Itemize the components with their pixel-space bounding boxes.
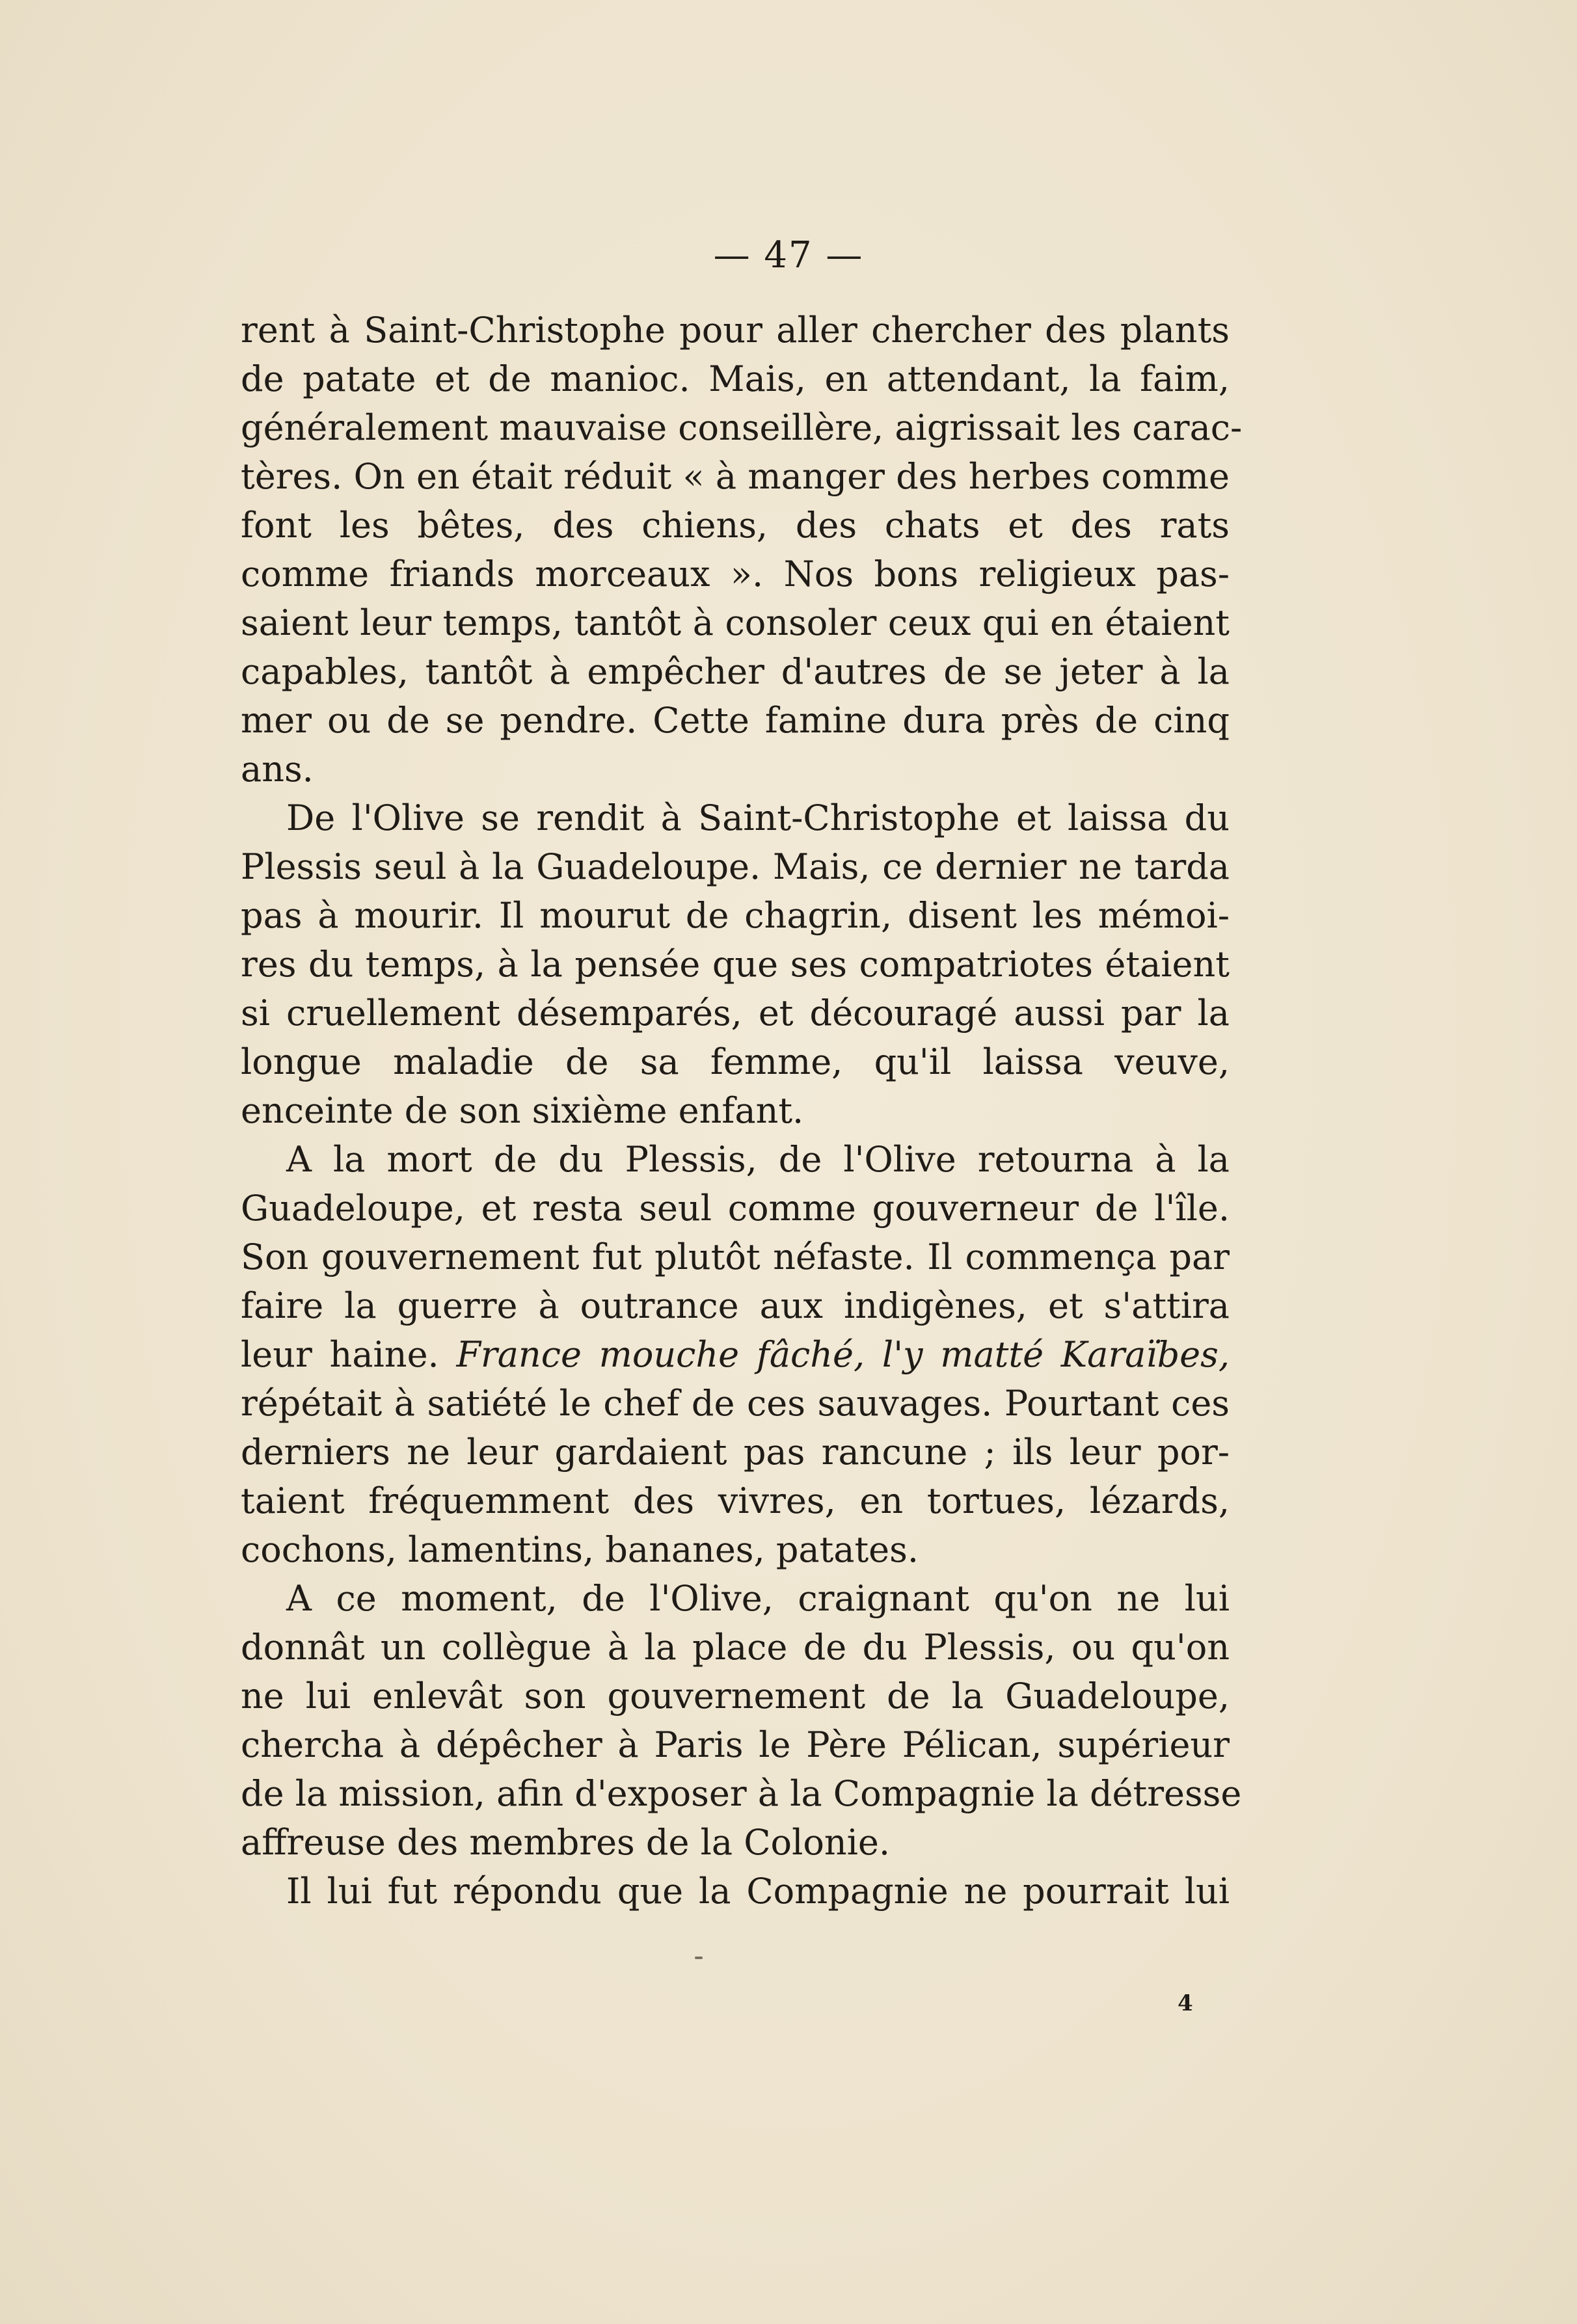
italic-quote: France mouche fâché, l'y matté Karaïbes, [456,1334,1230,1375]
text-line-content: capables, tantôt à empêcher d'autres de se jeter à la [241,651,1230,692]
text-line [241,1476,1230,1525]
text-line-content: ans. [241,749,314,790]
text-line-content: leur haine. [241,1334,439,1375]
text-line [241,1818,1230,1867]
text-line [241,354,1230,403]
text-line [241,1867,1230,1916]
text-line [241,1428,1230,1476]
text-line [241,794,1230,842]
text-line [241,891,1230,940]
text-line-content: longue maladie de sa femme, qu'il laissa veuve, [241,1041,1230,1082]
text-line-content: derniers ne leur gardaient pas rancune ; ils leur por- [241,1432,1230,1473]
text-line [241,1574,1230,1623]
text-line [241,647,1230,696]
text-line [241,1086,1230,1135]
signature-mark: 4 [1178,1990,1193,2016]
text-line-content: donnât un collègue à la place de du Plessis, ou qu'on [241,1627,1230,1668]
text-line [241,989,1230,1037]
text-line-content: De l'Olive se rendit à Saint-Christophe et laissa du [286,797,1230,838]
text-line-content: ne lui enlevât son gouvernement de la Guadeloupe, [241,1676,1230,1716]
text-line [241,452,1230,501]
text-line [241,598,1230,647]
text-line [241,1769,1242,1818]
body-text [241,306,1243,1916]
text-line [241,745,1230,794]
text-line-content: affreuse des membres de la Colonie. [241,1822,891,1863]
text-line-content: répétait à satiété le chef de ces sauvages. Pourtant ces [241,1383,1230,1424]
text-line-content: font les bêtes, des chiens, des chats et des rats [241,505,1230,546]
text-line-content: A la mort de du Plessis, de l'Olive retourna à la [286,1139,1230,1180]
text-line [241,1672,1230,1720]
text-line-content: res du temps, à la pensée que ses compatriotes étaient [241,944,1230,985]
text-line-content: comme friands morceaux ». Nos bons religieux pas- [241,554,1230,594]
text-line [241,403,1243,452]
text-line-content: généralement mauvaise conseillère, aigrissait les carac- [241,407,1243,448]
text-line-content: Guadeloupe, et resta seul comme gouverneur de l'île. [241,1188,1230,1229]
text-line-content: de la mission, afin d'exposer à la Compagnie la détresse [241,1773,1242,1814]
text-line-content: de patate et de manioc. Mais, en attendant, la faim, [241,358,1230,399]
text-line [241,1525,1230,1574]
text-line [241,306,1230,354]
text-line-content: chercha à dépêcher à Paris le Père Pélican, supérieur [241,1724,1230,1765]
text-line [241,501,1230,550]
page-number: — 47 — [713,234,864,276]
text-line-content: faire la guerre à outrance aux indigènes, et s'attira [241,1285,1230,1326]
text-line-content: cochons, lamentins, bananes, patates. [241,1529,919,1570]
text-line [241,550,1230,598]
text-line-content: taient fréquemment des vivres, en tortues, lézards, [241,1480,1230,1521]
text-line-content: rent à Saint-Christophe pour aller chercher des plants [241,310,1230,351]
text-line-content: si cruellement désemparés, et découragé aussi par la [241,993,1230,1034]
text-line [241,1037,1230,1086]
text-line-content: enceinte de son sixième enfant. [241,1090,804,1131]
text-line [241,1281,1230,1330]
text-line-content: Il lui fut répondu que la Compagnie ne pourrait lui [286,1871,1230,1912]
text-line-content: saient leur temps, tantôt à consoler ceux qui en étaient [241,602,1230,643]
text-line [241,1720,1230,1769]
text-line-content: mer ou de se pendre. Cette famine dura près de cinq [241,700,1230,741]
text-line [241,842,1230,891]
text-line-content: pas à mourir. Il mourut de chagrin, disent les mémoi- [241,895,1230,936]
text-line-content: tères. On en était réduit « à manger des herbes comme [241,456,1230,497]
text-line [241,940,1230,989]
text-line [241,1135,1230,1184]
text-line [241,696,1230,745]
text-line [241,1623,1230,1672]
text-line [241,1330,1230,1379]
text-line [241,1184,1230,1233]
text-line [241,1379,1230,1428]
text-line-content: Son gouvernement fut plutôt néfaste. Il commença par [241,1236,1230,1277]
ink-speck [695,1957,703,1959]
text-line-content: Plessis seul à la Guadeloupe. Mais, ce dernier ne tarda [241,846,1230,887]
text-line-content: A ce moment, de l'Olive, craignant qu'on ne lui [286,1578,1230,1619]
text-line [241,1233,1230,1281]
